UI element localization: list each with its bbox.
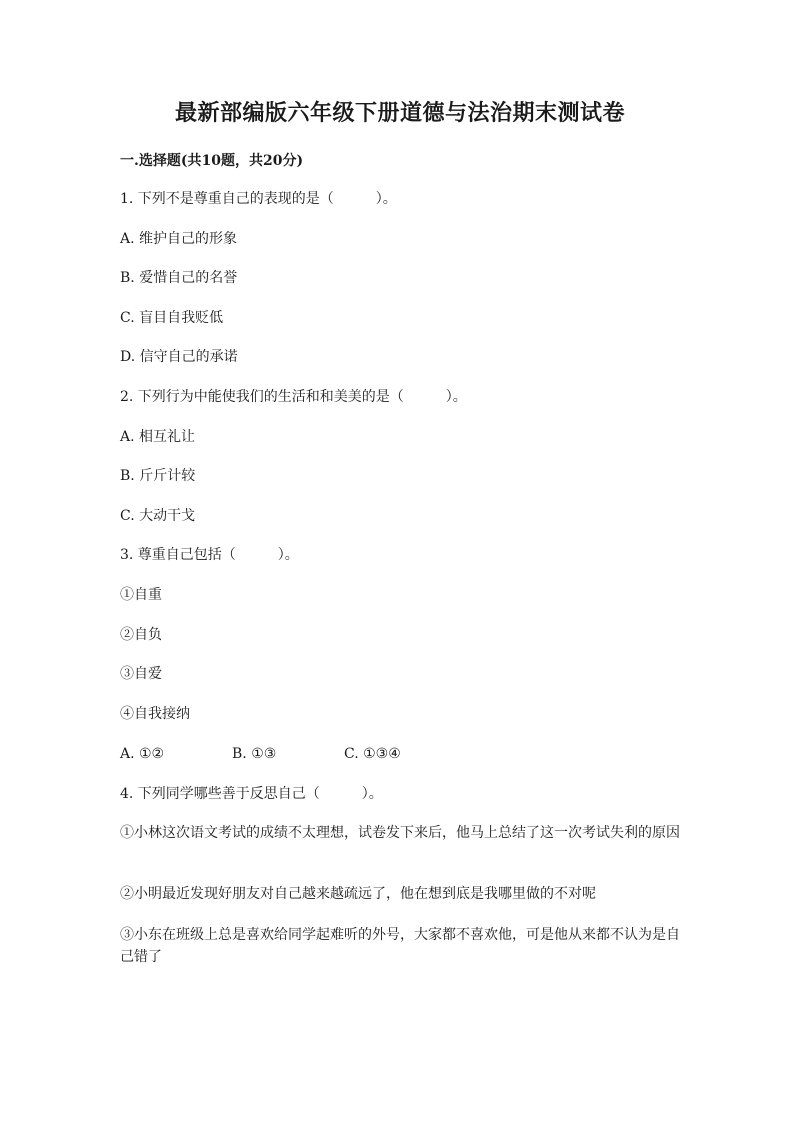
document-title: 最新部编版六年级下册道德与法治期末测试卷 bbox=[174, 100, 625, 126]
question-2-option-c[interactable]: C. 大动干戈 bbox=[120, 508, 196, 524]
question-3-item-1: ①自重 bbox=[120, 587, 162, 603]
question-1-option-b[interactable]: B. 爱惜自己的名誉 bbox=[120, 270, 238, 286]
question-2-stem: 2. 下列行为中能使我们的生活和和美美的是（ ）。 bbox=[120, 389, 467, 405]
question-2-option-b[interactable]: B. 斤斤计较 bbox=[120, 468, 196, 484]
question-1-option-c[interactable]: C. 盲目自我贬低 bbox=[120, 310, 224, 326]
question-3-option-b[interactable]: B. ①③ bbox=[232, 746, 277, 762]
question-3-item-3: ③自爱 bbox=[120, 666, 162, 682]
question-3-options bbox=[120, 744, 401, 764]
question-4-item-1: ①小林这次语文考试的成绩不太理想，试卷发下来后，他马上总结了这一次考试失利的原因 bbox=[120, 825, 680, 841]
question-3-stem: 3. 尊重自己包括（ ）。 bbox=[120, 547, 299, 563]
section-heading: 一.选择题(共10题，共20分) bbox=[120, 153, 304, 169]
question-1-option-d[interactable]: D. 信守自己的承诺 bbox=[120, 349, 238, 365]
question-3-item-2: ②自负 bbox=[120, 627, 162, 643]
question-4-stem: 4. 下列同学哪些善于反思自己（ ）。 bbox=[120, 786, 383, 802]
question-1-stem: 1. 下列不是尊重自己的表现的是（ ）。 bbox=[120, 191, 397, 207]
question-2-option-a[interactable]: A. 相互礼让 bbox=[120, 429, 196, 445]
question-3-item-4: ④自我接纳 bbox=[120, 706, 190, 722]
question-1-option-a[interactable]: A. 维护自己的形象 bbox=[120, 231, 238, 247]
question-3-option-c[interactable]: C. ①③④ bbox=[344, 746, 401, 762]
question-3-option-a[interactable]: A. ①② bbox=[120, 746, 165, 762]
question-4-item-2: ②小明最近发现好朋友对自己越来越疏远了，他在想到底是我哪里做的不对呢 bbox=[120, 886, 596, 902]
question-4-item-3: ③小东在班级上总是喜欢给同学起难听的外号，大家都不喜欢他，可是他从来都不认为是自己错了 bbox=[120, 927, 680, 965]
